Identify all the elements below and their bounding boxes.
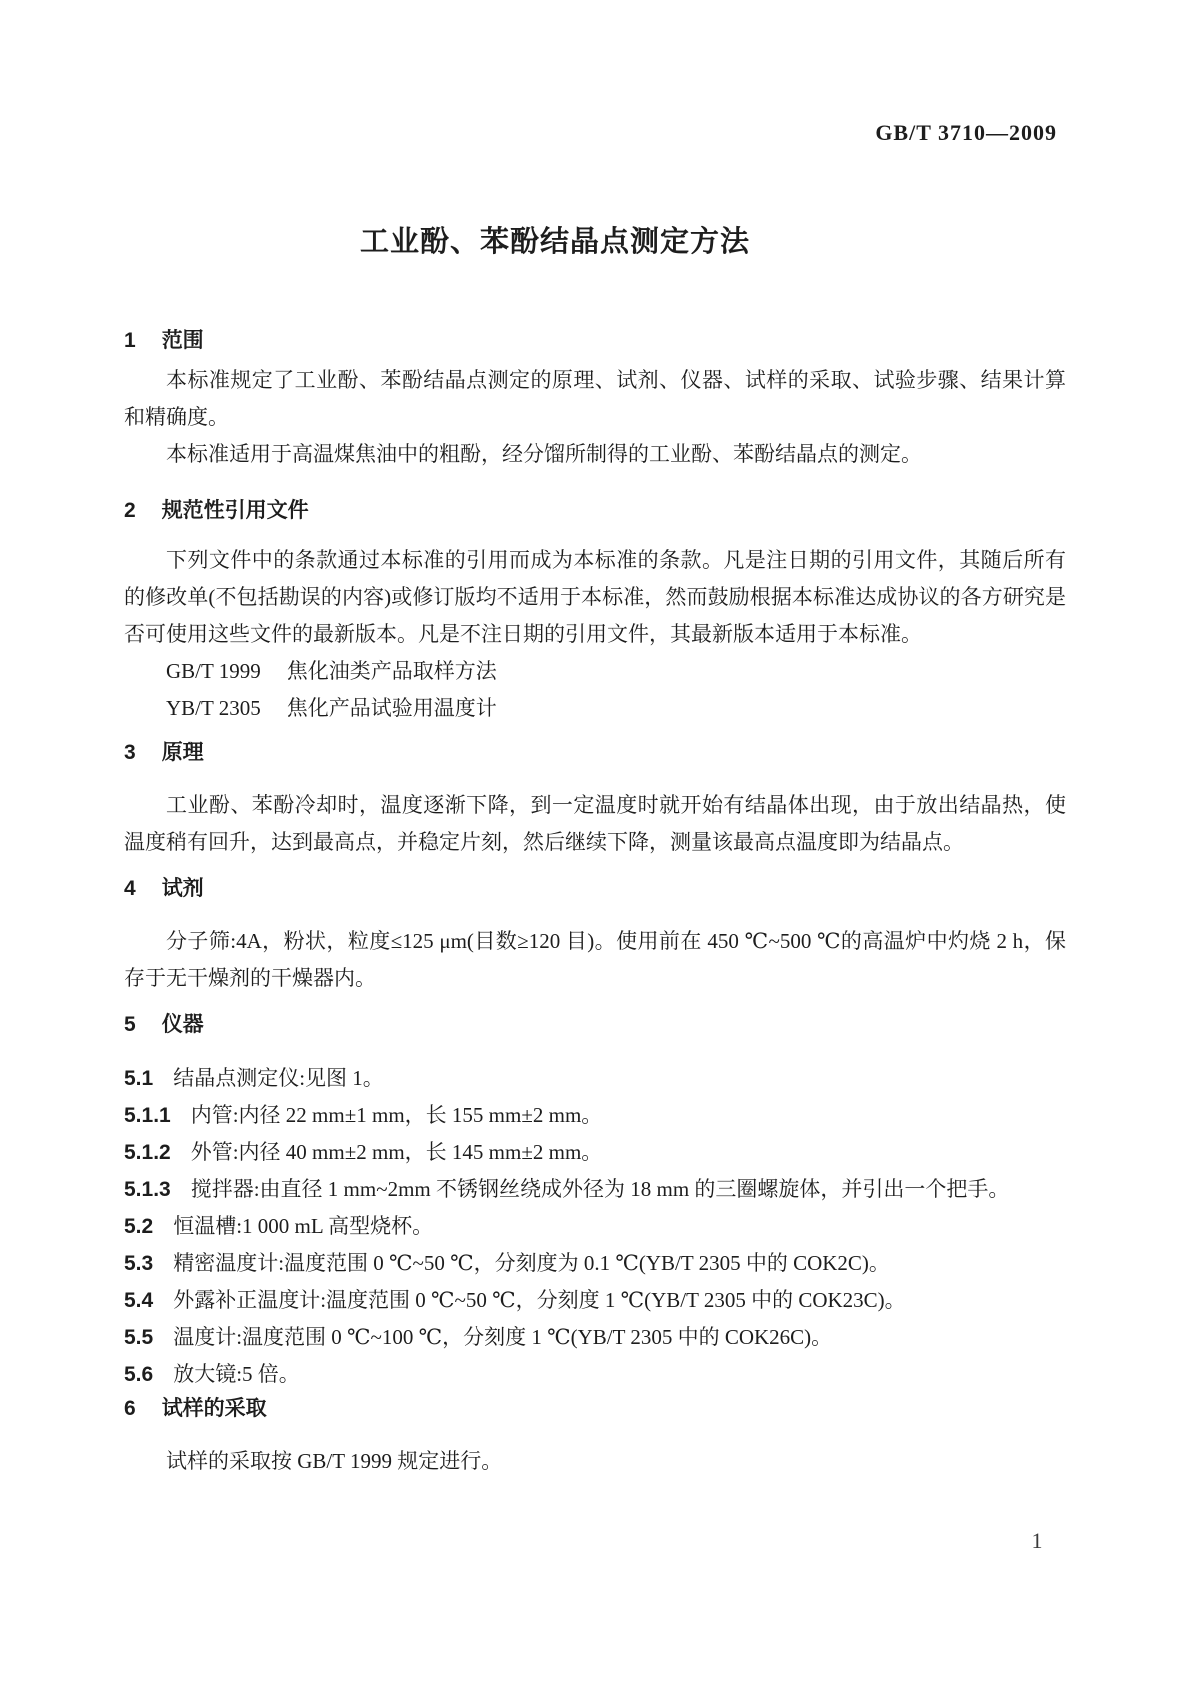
section-heading	[124, 498, 1066, 524]
reference-code: GB/T 1999	[166, 659, 261, 683]
page-number: 1	[1031, 1528, 1043, 1553]
section-heading	[124, 876, 1066, 902]
clause-text: 放大镜:5 倍。	[173, 1362, 300, 1386]
paragraph: 工业酚、苯酚冷却时，温度逐渐下降，到一定温度时就开始有结晶体出现，由于放出结晶热，使温度稍有回升，达到最高点，并稳定片刻，然后继续下降，测量该最高点温度即为结晶点。	[124, 793, 1066, 854]
clause-text: 结晶点测定仪:见图 1。	[173, 1066, 384, 1090]
standard-code: GB/T 3710—2009	[875, 120, 1057, 145]
section-number: 5	[124, 1013, 136, 1036]
clause-text: 外管:内径 40 mm±2 mm，长 145 mm±2 mm。	[190, 1140, 603, 1164]
clause-text: 温度计:温度范围 0 ℃~100 ℃，分刻度 1 ℃(YB/T 2305 中的 COK26C)。	[173, 1325, 833, 1349]
clause-item	[124, 1245, 1066, 1282]
section-principle	[124, 740, 1066, 861]
section-title: 范围	[161, 329, 204, 352]
clause-text: 搅拌器:由直径 1 mm~2mm 不锈钢丝绕成外径为 18 mm 的三圈螺旋体，并引出一个把手。	[190, 1177, 1010, 1201]
clause-item	[124, 1171, 1066, 1208]
clause-number: 5.3	[124, 1252, 154, 1275]
clause-text: 精密温度计:温度范围 0 ℃~50 ℃，分刻度为 0.1 ℃(YB/T 2305 中的 COK2C)。	[173, 1251, 890, 1275]
section-number: 4	[124, 877, 136, 900]
paragraph: 试样的采取按 GB/T 1999 规定进行。	[166, 1449, 503, 1473]
clause-text: 恒温槽:1 000 mL 高型烧杯。	[173, 1214, 434, 1238]
section-title: 试剂	[161, 877, 204, 900]
paragraph: 本标准适用于高温煤焦油中的粗酚，经分馏所制得的工业酚、苯酚结晶点的测定。	[166, 442, 922, 466]
reference-code: YB/T 2305	[166, 696, 261, 720]
section-title: 试样的采取	[161, 1397, 267, 1420]
reference-item	[124, 690, 1066, 727]
reference-title: 焦化产品试验用温度计	[286, 696, 497, 720]
paragraph: 下列文件中的条款通过本标准的引用而成为本标准的条款。凡是注日期的引用文件，其随后所有的修改单(不包括勘误的内容)或修订版均不适用于本标准，然而鼓励根据本标准达成协议的各方研究是否可使用这些文件的最新版本。凡是不注日期的引用文件，其最新版本适用于本标准。	[124, 548, 1066, 646]
clause-number: 5.1.1	[124, 1104, 171, 1127]
section-heading	[124, 328, 1066, 354]
clause-item	[124, 1356, 1066, 1393]
clause-item	[124, 1208, 1066, 1245]
clause-text: 内管:内径 22 mm±1 mm，长 155 mm±2 mm。	[190, 1103, 603, 1127]
section-number: 3	[124, 741, 136, 764]
clause-number: 5.6	[124, 1363, 154, 1386]
clause-number: 5.1.3	[124, 1178, 171, 1201]
section-heading	[124, 1396, 1066, 1422]
section-number: 6	[124, 1397, 136, 1420]
clause-item	[124, 1319, 1066, 1356]
paragraph: 分子筛:4A，粉状，粒度≤125 μm(目数≥120 目)。使用前在 450 ℃~500 ℃的高温炉中灼烧 2 h，保存于无干燥剂的干燥器内。	[124, 929, 1066, 990]
section-title: 原理	[161, 741, 204, 764]
reference-title: 焦化油类产品取样方法	[286, 659, 497, 683]
section-normative-references	[124, 498, 1066, 727]
section-title: 仪器	[161, 1013, 204, 1036]
section-reagents	[124, 876, 1066, 997]
section-number: 1	[124, 329, 136, 352]
clause-text: 外露补正温度计:温度范围 0 ℃~50 ℃，分刻度 1 ℃(YB/T 2305 中的 COK23C)。	[173, 1288, 906, 1312]
section-number: 2	[124, 499, 136, 522]
clause-number: 5.5	[124, 1326, 154, 1349]
reference-item	[124, 653, 1066, 690]
clause-item	[124, 1060, 1066, 1097]
document-title: 工业酚、苯酚结晶点测定方法	[359, 226, 750, 258]
section-scope	[124, 328, 1066, 473]
section-sampling	[124, 1396, 1066, 1480]
clause-number: 5.2	[124, 1215, 154, 1238]
clause-number: 5.1.2	[124, 1141, 171, 1164]
section-title: 规范性引用文件	[161, 499, 309, 522]
section-heading	[124, 740, 1066, 766]
clause-item	[124, 1097, 1066, 1134]
clause-item	[124, 1134, 1066, 1171]
section-heading	[124, 1012, 1066, 1038]
paragraph: 本标准规定了工业酚、苯酚结晶点测定的原理、试剂、仪器、试样的采取、试验步骤、结果计算和精确度。	[124, 368, 1066, 429]
clause-number: 5.1	[124, 1067, 154, 1090]
clause-number: 5.4	[124, 1289, 154, 1312]
clause-item	[124, 1282, 1066, 1319]
section-apparatus	[124, 1012, 1066, 1393]
